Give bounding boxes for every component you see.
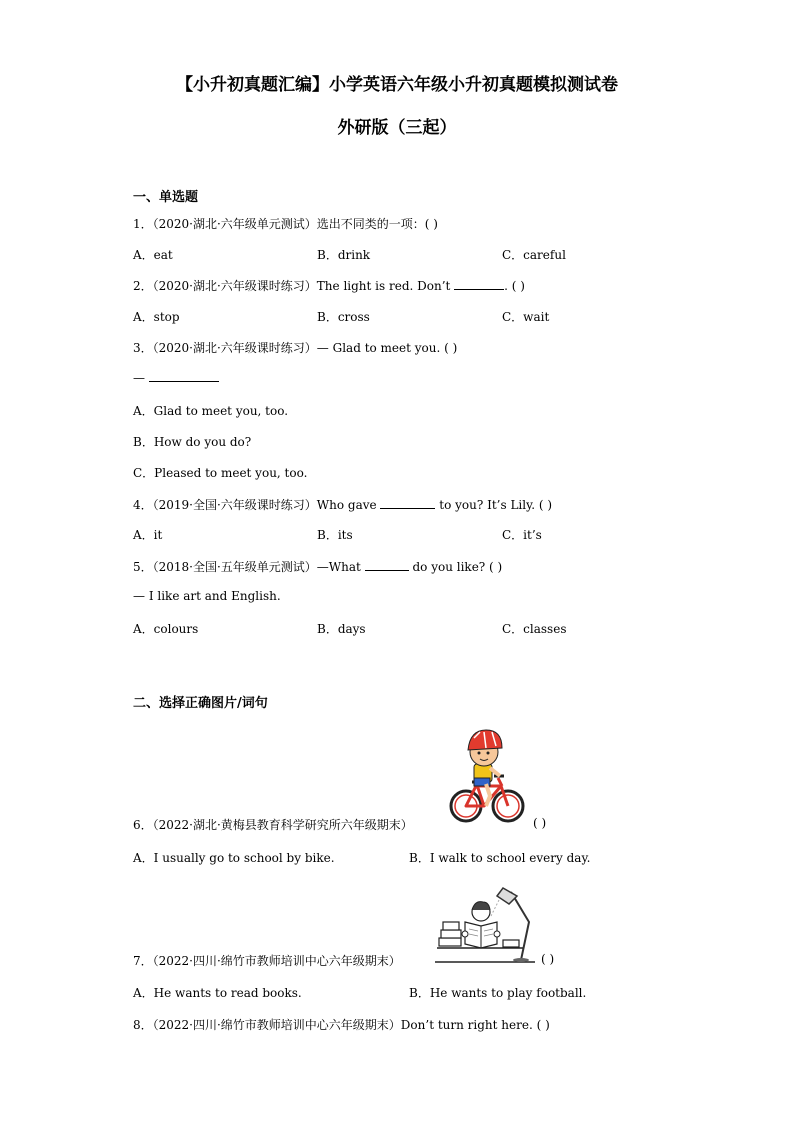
question-5-text-after: do you like? ( ) xyxy=(408,560,503,574)
question-5-reply: — I like art and English. xyxy=(133,589,281,603)
question-4-text-before: 4．（2019·全国·六年级课时练习）Who gave xyxy=(133,498,381,512)
page-subtitle: 外研版（三起） xyxy=(337,118,457,138)
question-4 xyxy=(133,496,552,513)
question-7: 7．（2022·四川·绵竹市教师培训中心六年级期末） xyxy=(133,954,401,968)
q5-option-a[interactable]: A．colours xyxy=(133,622,199,636)
q2-option-b[interactable]: B．cross xyxy=(317,310,370,324)
question-5 xyxy=(133,558,502,575)
q4-option-a[interactable]: A．it xyxy=(133,528,163,542)
answer-blank xyxy=(380,498,435,509)
question-2-text-before: 2．（2020·湖北·六年级课时练习）The light is red. Don’t xyxy=(133,279,455,293)
q2-option-c[interactable]: C．wait xyxy=(502,310,550,324)
q5-option-b[interactable]: B．days xyxy=(317,622,366,636)
question-3-answer-line xyxy=(133,371,219,385)
q6-answer-paren[interactable]: ( ) xyxy=(533,816,547,830)
q3-option-a[interactable]: A．Glad to meet you, too. xyxy=(133,404,289,418)
boy-riding-bike-icon xyxy=(446,720,526,828)
question-1: 1．（2020·湖北·六年级单元测试）选出不同类的一项：( ) xyxy=(133,217,438,231)
question-8: 8．（2022·四川·绵竹市教师培训中心六年级期末）Don’t turn right here. ( ) xyxy=(133,1018,550,1032)
question-2 xyxy=(133,277,525,294)
answer-blank xyxy=(365,560,409,571)
q2-option-a[interactable]: A．stop xyxy=(133,310,180,324)
answer-blank xyxy=(149,371,219,382)
q3-option-c[interactable]: C．Pleased to meet you, too. xyxy=(133,466,308,480)
page-title: 【小升初真题汇编】小学英语六年级小升初真题模拟测试卷 xyxy=(176,75,618,95)
answer-dash: — xyxy=(133,371,149,385)
q3-option-b[interactable]: B．How do you do? xyxy=(133,435,252,449)
q1-option-c[interactable]: C．careful xyxy=(502,248,566,262)
question-6: 6．（2022·湖北·黄梅县教育科学研究所六年级期末） xyxy=(133,818,413,832)
q7-option-b[interactable]: B．He wants to play football. xyxy=(409,986,587,1000)
section-heading-picture-choice: 二、选择正确图片/词句 xyxy=(133,696,268,711)
q1-option-a[interactable]: A．eat xyxy=(133,248,173,262)
q5-option-c[interactable]: C．classes xyxy=(502,622,567,636)
answer-blank xyxy=(454,279,504,290)
q6-option-b[interactable]: B．I walk to school every day. xyxy=(409,851,591,865)
question-5-text-before: 5．（2018·全国·五年级单元测试）—What xyxy=(133,560,365,574)
question-2-text-after: . ( ) xyxy=(504,279,525,293)
question-3: 3．（2020·湖北·六年级课时练习）— Glad to meet you. ( ) xyxy=(133,341,458,355)
question-4-text-after: to you? It’s Lily. ( ) xyxy=(435,498,553,512)
boy-reading-under-lamp-icon xyxy=(433,882,537,970)
q7-answer-paren[interactable]: ( ) xyxy=(541,952,555,966)
q6-option-a[interactable]: A．I usually go to school by bike. xyxy=(133,851,335,865)
q4-option-b[interactable]: B．its xyxy=(317,528,353,542)
section-heading-single-choice: 一、单选题 xyxy=(133,190,199,205)
q1-option-b[interactable]: B．drink xyxy=(317,248,371,262)
q7-option-a[interactable]: A．He wants to read books. xyxy=(133,986,302,1000)
q4-option-c[interactable]: C．it’s xyxy=(502,528,542,542)
